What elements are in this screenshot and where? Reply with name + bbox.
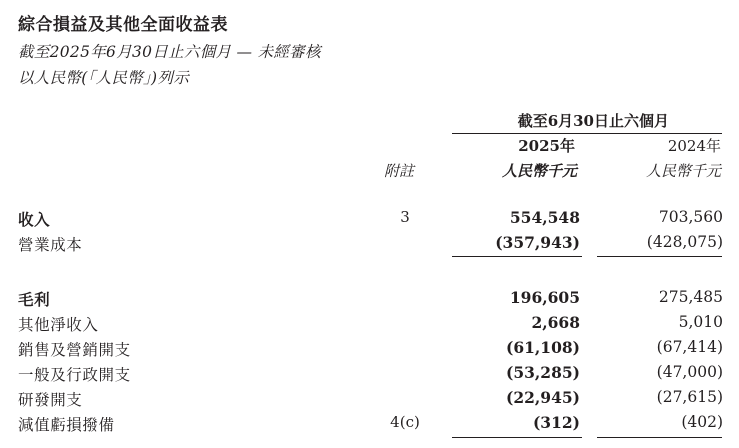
row-value-current: 554,548	[509, 208, 580, 227]
row-value-prior: (47,000)	[656, 363, 723, 381]
row-value-current: 2,668	[531, 313, 580, 332]
statement-currency-subtitle: 以人民幣(「人民幣」)列示	[18, 69, 189, 87]
period-header-rule	[452, 133, 722, 134]
row-value-prior: 275,485	[658, 288, 723, 306]
row-note: 3	[400, 208, 410, 226]
bottom-rule-prior	[597, 437, 722, 438]
row-value-prior: (428,075)	[646, 233, 723, 251]
period-header: 截至6月30日止六個月	[517, 112, 669, 130]
row-label: 研發開支	[18, 391, 83, 409]
row-value-prior: (27,615)	[656, 388, 723, 406]
subtotal-rule-current	[452, 256, 582, 257]
subtotal-rule-prior	[597, 256, 722, 257]
unit-current-header: 人民幣千元	[501, 162, 577, 180]
note-column-header: 附註	[384, 162, 415, 180]
row-label: 營業成本	[18, 236, 83, 254]
row-value-prior: (67,414)	[656, 338, 723, 356]
row-label: 其他淨收入	[18, 316, 99, 334]
unit-prior-header: 人民幣千元	[645, 162, 721, 180]
statement-title: 綜合損益及其他全面收益表	[18, 15, 228, 35]
row-note: 4(c)	[390, 413, 420, 431]
row-value-current: (61,108)	[506, 338, 580, 357]
row-value-current: (357,943)	[495, 233, 580, 252]
row-value-current: 196,605	[509, 288, 580, 307]
row-value-prior: (402)	[681, 413, 723, 431]
statement-period-subtitle: 截至2025年6月30日止六個月 — 未經審核	[18, 43, 321, 61]
row-value-prior: 703,560	[658, 208, 723, 226]
row-label: 一般及行政開支	[18, 366, 131, 384]
row-label: 銷售及營銷開支	[18, 341, 131, 359]
row-value-prior: 5,010	[678, 313, 723, 331]
row-value-current: (53,285)	[506, 363, 580, 382]
bottom-rule-current	[452, 437, 582, 438]
row-value-current: (22,945)	[506, 388, 580, 407]
row-label: 收入	[18, 210, 51, 229]
row-label: 毛利	[18, 290, 51, 309]
row-value-current: (312)	[532, 413, 580, 432]
year-prior-header: 2024年	[667, 137, 721, 155]
row-label: 減值虧損撥備	[18, 416, 115, 434]
year-current-header: 2025年	[518, 137, 575, 155]
